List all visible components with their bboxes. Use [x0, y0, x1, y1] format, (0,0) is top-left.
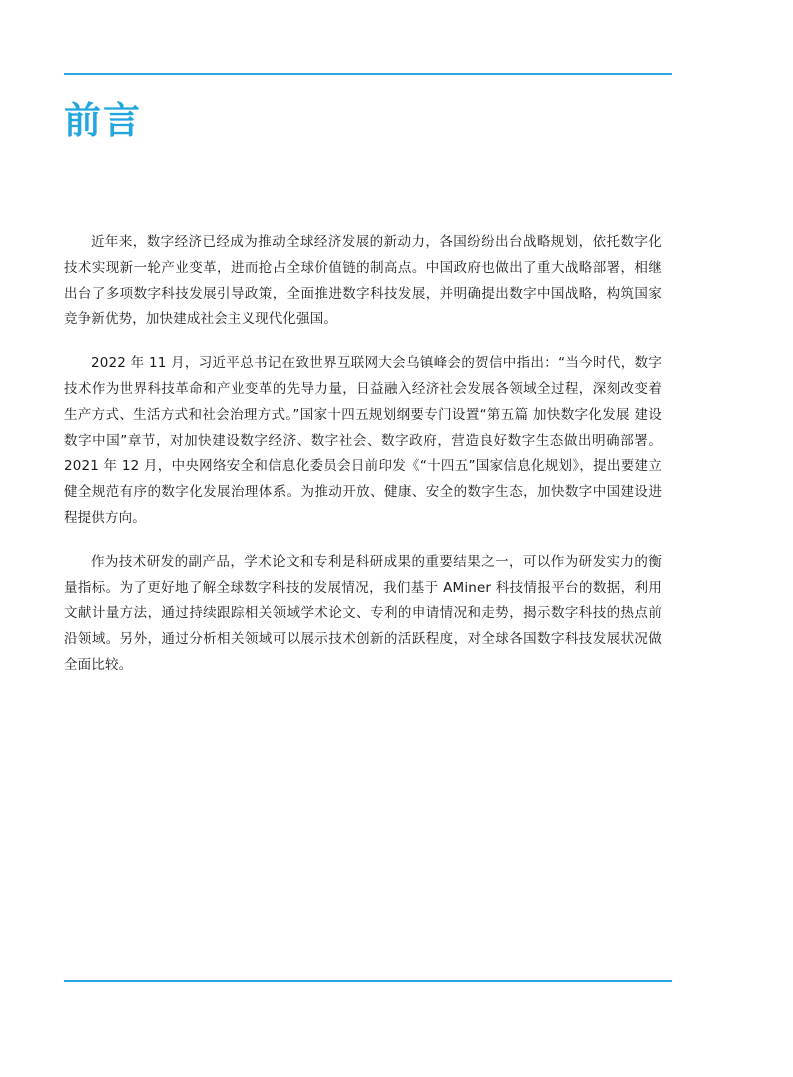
paragraph-3: 作为技术研发的副产品，学术论文和专利是科研成果的重要结果之一，可以作为研发实力的衡量指标。为了更好地了解全球数字科技的发展情况，我们基于 AMiner 科技情报平台的数据，利用文献计量方法，通过持续跟踪相关领域学术论文、专利的申请情况和走势，揭示数字科技的热点前沿领域。另外，通过分析相关领域可以展示技术创新的活跃程度，对全球各国数字科技发展状况做全面比较。 [64, 553, 662, 673]
preface-body [64, 230, 662, 697]
top-divider [64, 73, 672, 75]
bottom-divider [64, 980, 672, 982]
paragraph-2: 2022 年 11 月，习近平总书记在致世界互联网大会乌镇峰会的贺信中指出：“当今时代，数字技术作为世界科技革命和产业变革的先导力量，日益融入经济社会发展各领域全过程，深刻改变着生产方式、生活方式和社会治理方式。”国家十四五规划纲要专门设置“第五篇 加快数字化发展 建设数字中国”章节，对加快建设数字经济、数字社会、数字政府，营造良好数字生态做出明确部署。2021 年 12 月，中央网络安全和信息化委员会日前印发《“十四五”国家信息化规划》，提出要建立健全规范有序的数字化发展治理体系。为推动开放、健康、安全的数字生态，加快数字中国建设进程提供方向。 [64, 355, 662, 526]
page-title: 前言 [64, 99, 142, 142]
paragraph-1: 近年来，数字经济已经成为推动全球经济发展的新动力，各国纷纷出台战略规划，依托数字化技术实现新一轮产业变革，进而抢占全球价值链的制高点。中国政府也做出了重大战略部署，相继出台了多项数字科技发展引导政策，全面推进数字科技发展，并明确提出数字中国战略，构筑国家竞争新优势，加快建成社会主义现代化强国。 [64, 234, 662, 328]
